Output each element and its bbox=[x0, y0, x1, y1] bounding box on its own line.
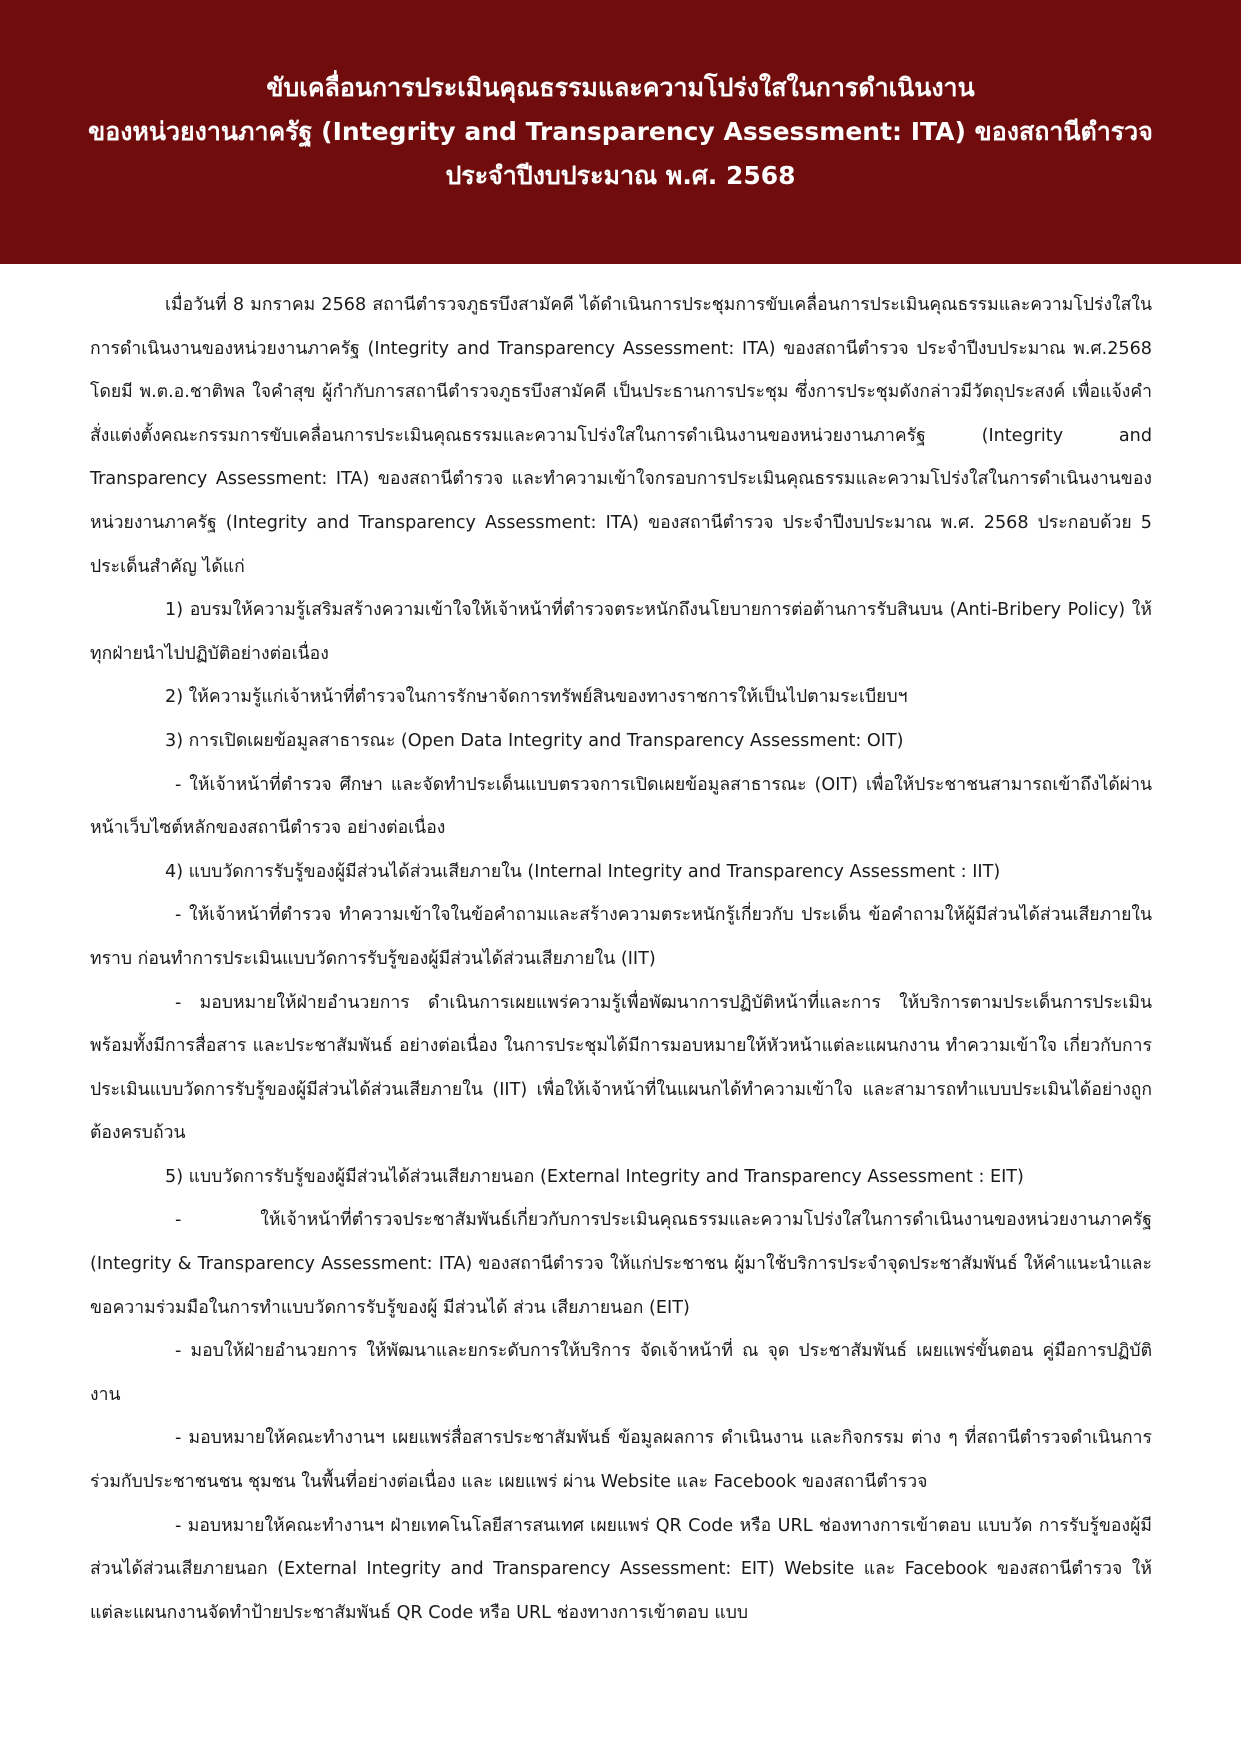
title-line-2: ของหน่วยงานภาครัฐ (Integrity and Transparency Assessment: ITA) ของสถานีตำรวจ bbox=[88, 117, 1153, 146]
item-5-bullet-4: - มอบหมายให้คณะทำงานฯ ฝ่ายเทคโนโลยีสารสนเทศ เผยแพร่ QR Code หรือ URL ช่องทางการเข้าตอบ แบบวัด การรับรู้ของผู้มีส่วนได้ส่วนเสียภายนอก (External Integrity and Transparency Assessment: EIT) Website และ Facebook ของสถานีตำรวจ ให้แต่ละแผนกงานจัดทำป้ายประชาสัมพันธ์ QR Code หรือ URL ช่องทางการเข้าตอบ แบบ bbox=[90, 1515, 1152, 1623]
item-4-bullet-2: - มอบหมายให้ฝ่ายอำนวยการ ดำเนินการเผยแพร่ความรู้เพื่อพัฒนาการปฏิบัติหน้าที่และการ ให้บริการตามประเด็นการประเมิน พร้อมทั้งมีการสื่อสาร และประชาสัมพันธ์ อย่างต่อเนื่อง ในการประชุมได้มีการมอบหมายให้หัวหน้าแต่ละแผนกงาน ทำความเข้าใจ เกี่ยวกับการประเมินแบบวัดการรับรู้ของผู้มีส่วนได้ส่วนเสียภายใน (IIT) เพื่อให้เจ้าหน้าที่ในแผนกได้ทำความเข้าใจ และสามารถทำแบบประเมินได้อย่างถูกต้องครบถ้วน bbox=[90, 992, 1152, 1144]
item-5-paragraph: 5) แบบวัดการรับรู้ของผู้มีส่วนได้ส่วนเสียภายนอก (External Integrity and Transparency Assessment : EIT) bbox=[165, 1166, 1024, 1187]
item-1-paragraph: 1) อบรมให้ความรู้เสริมสร้างความเข้าใจให้เจ้าหน้าที่ตำรวจตระหนักถึงนโยบายการต่อต้านการรับสินบน (Anti-Bribery Policy) ให้ทุกฝ่ายนำไปปฏิบัติอย่างต่อเนื่อง bbox=[90, 600, 1152, 664]
document-content bbox=[90, 284, 1152, 1635]
item-5-bullet-3: - มอบหมายให้คณะทำงานฯ เผยแพร่สื่อสารประชาสัมพันธ์ ข้อมูลผลการ ดำเนินงาน และกิจกรรม ต่าง ๆ ที่สถานีตำรวจดำเนินการร่วมกับประชาชนชน ชุมชน ในพื้นที่อย่างต่อเนื่อง และ เผยแพร่ ผ่าน Website และ Facebook ของสถานีตำรวจ bbox=[90, 1428, 1152, 1493]
intro-paragraph: เมื่อวันที่ 8 มกราคม 2568 สถานีตำรวจภูธรบึงสามัคคี ได้ดำเนินการประชุมการขับเคลื่อนการประเมินคุณธรรมและความโปร่งใสในการดำเนินงานของหน่วยงานภาครัฐ (Integrity and Transparency Assessment: ITA) ของสถานีตำรวจ ประจำปีงบประมาณ พ.ศ.2568 โดยมี พ.ต.อ.ชาติพล ใจคำสุข ผู้กำกับการสถานีตำรวจภูธรบึงสามัคคี เป็นประธานการประชุม ซึ่งการประชุมดังกล่าวมีวัตถุประสงค์ เพื่อแจ้งคำสั่งแต่งตั้งคณะกรรมการขับเคลื่อนการประเมินคุณธรรมและความโปร่งใสในการดำเนินงานของหน่วยงานภาครัฐ (Integrity and Transparency Assessment: ITA) ของสถานีตำรวจ และทำความเข้าใจกรอบการประเมินคุณธรรมและความโปร่งใสในการดำเนินงานของหน่วยงานภาครัฐ (Integrity and Transparency Assessment: ITA) ของสถานีตำรวจ ประจำปีงบประมาณ พ.ศ. 2568 ประกอบด้วย 5 ประเด็นสำคัญ ได้แก่ bbox=[90, 295, 1152, 577]
title-line-1: ขับเคลื่อนการประเมินคุณธรรมและความโปร่งใสในการดำเนินงาน bbox=[266, 73, 975, 102]
title-line-3: ประจำปีงบประมาณ พ.ศ. 2568 bbox=[445, 161, 796, 190]
item-3-paragraph: 3) การเปิดเผยข้อมูลสาธารณะ (Open Data Integrity and Transparency Assessment: OIT) bbox=[165, 730, 904, 751]
item-4-bullet-1: - ให้เจ้าหน้าที่ตำรวจ ทำความเข้าใจในข้อคำถามและสร้างความตระหนักรู้เกี่ยวกับ ประเด็น ข้อคำถามให้ผู้มีส่วนได้ส่วนเสียภายในทราบ ก่อนทำการประเมินแบบวัดการรับรู้ของผู้มีส่วนได้ส่วนเสียภายใน (IIT) bbox=[90, 905, 1152, 969]
item-5-bullet-1: - ให้เจ้าหน้าที่ตำรวจประชาสัมพันธ์เกี่ยวกับการประเมินคุณธรรมและความโปร่งใสในการดำเนินงานของหน่วยงานภาครัฐ (Integrity & Transparency Assessment: ITA) ของสถานีตำรวจ ให้แก่ประชาชน ผู้มาใช้บริการประจำจุดประชาสัมพันธ์ ให้คำแนะนำและขอความร่วมมือในการทำแบบวัดการรับรู้ของผู้ มีส่วนได้ ส่วน เสียภายนอก (EIT) bbox=[90, 1210, 1152, 1318]
item-4-paragraph: 4) แบบวัดการรับรู้ของผู้มีส่วนได้ส่วนเสียภายใน (Internal Integrity and Transparency Assessment : IIT) bbox=[165, 861, 1001, 882]
item-2-paragraph: 2) ให้ความรู้แก่เจ้าหน้าที่ตำรวจในการรักษาจัดการทรัพย์สินของทางราชการให้เป็นไปตามระเบียบฯ bbox=[165, 687, 908, 708]
item-5-bullet-2: - มอบให้ฝ่ายอำนวยการ ให้พัฒนาและยกระดับการให้บริการ จัดเจ้าหน้าที่ ณ จุด ประชาสัมพันธ์ เผยแพร่ขั้นตอน คู่มือการปฏิบัติงาน bbox=[90, 1341, 1152, 1405]
item-3-bullet-1: - ให้เจ้าหน้าที่ตำรวจ ศึกษา และจัดทำประเด็นแบบตรวจการเปิดเผยข้อมูลสาธารณะ (OIT) เพื่อให้ประชาชนสามารถเข้าถึงได้ผ่านหน้าเว็บไซต์หลักของสถานีตำรวจ อย่างต่อเนื่อง bbox=[90, 774, 1152, 839]
